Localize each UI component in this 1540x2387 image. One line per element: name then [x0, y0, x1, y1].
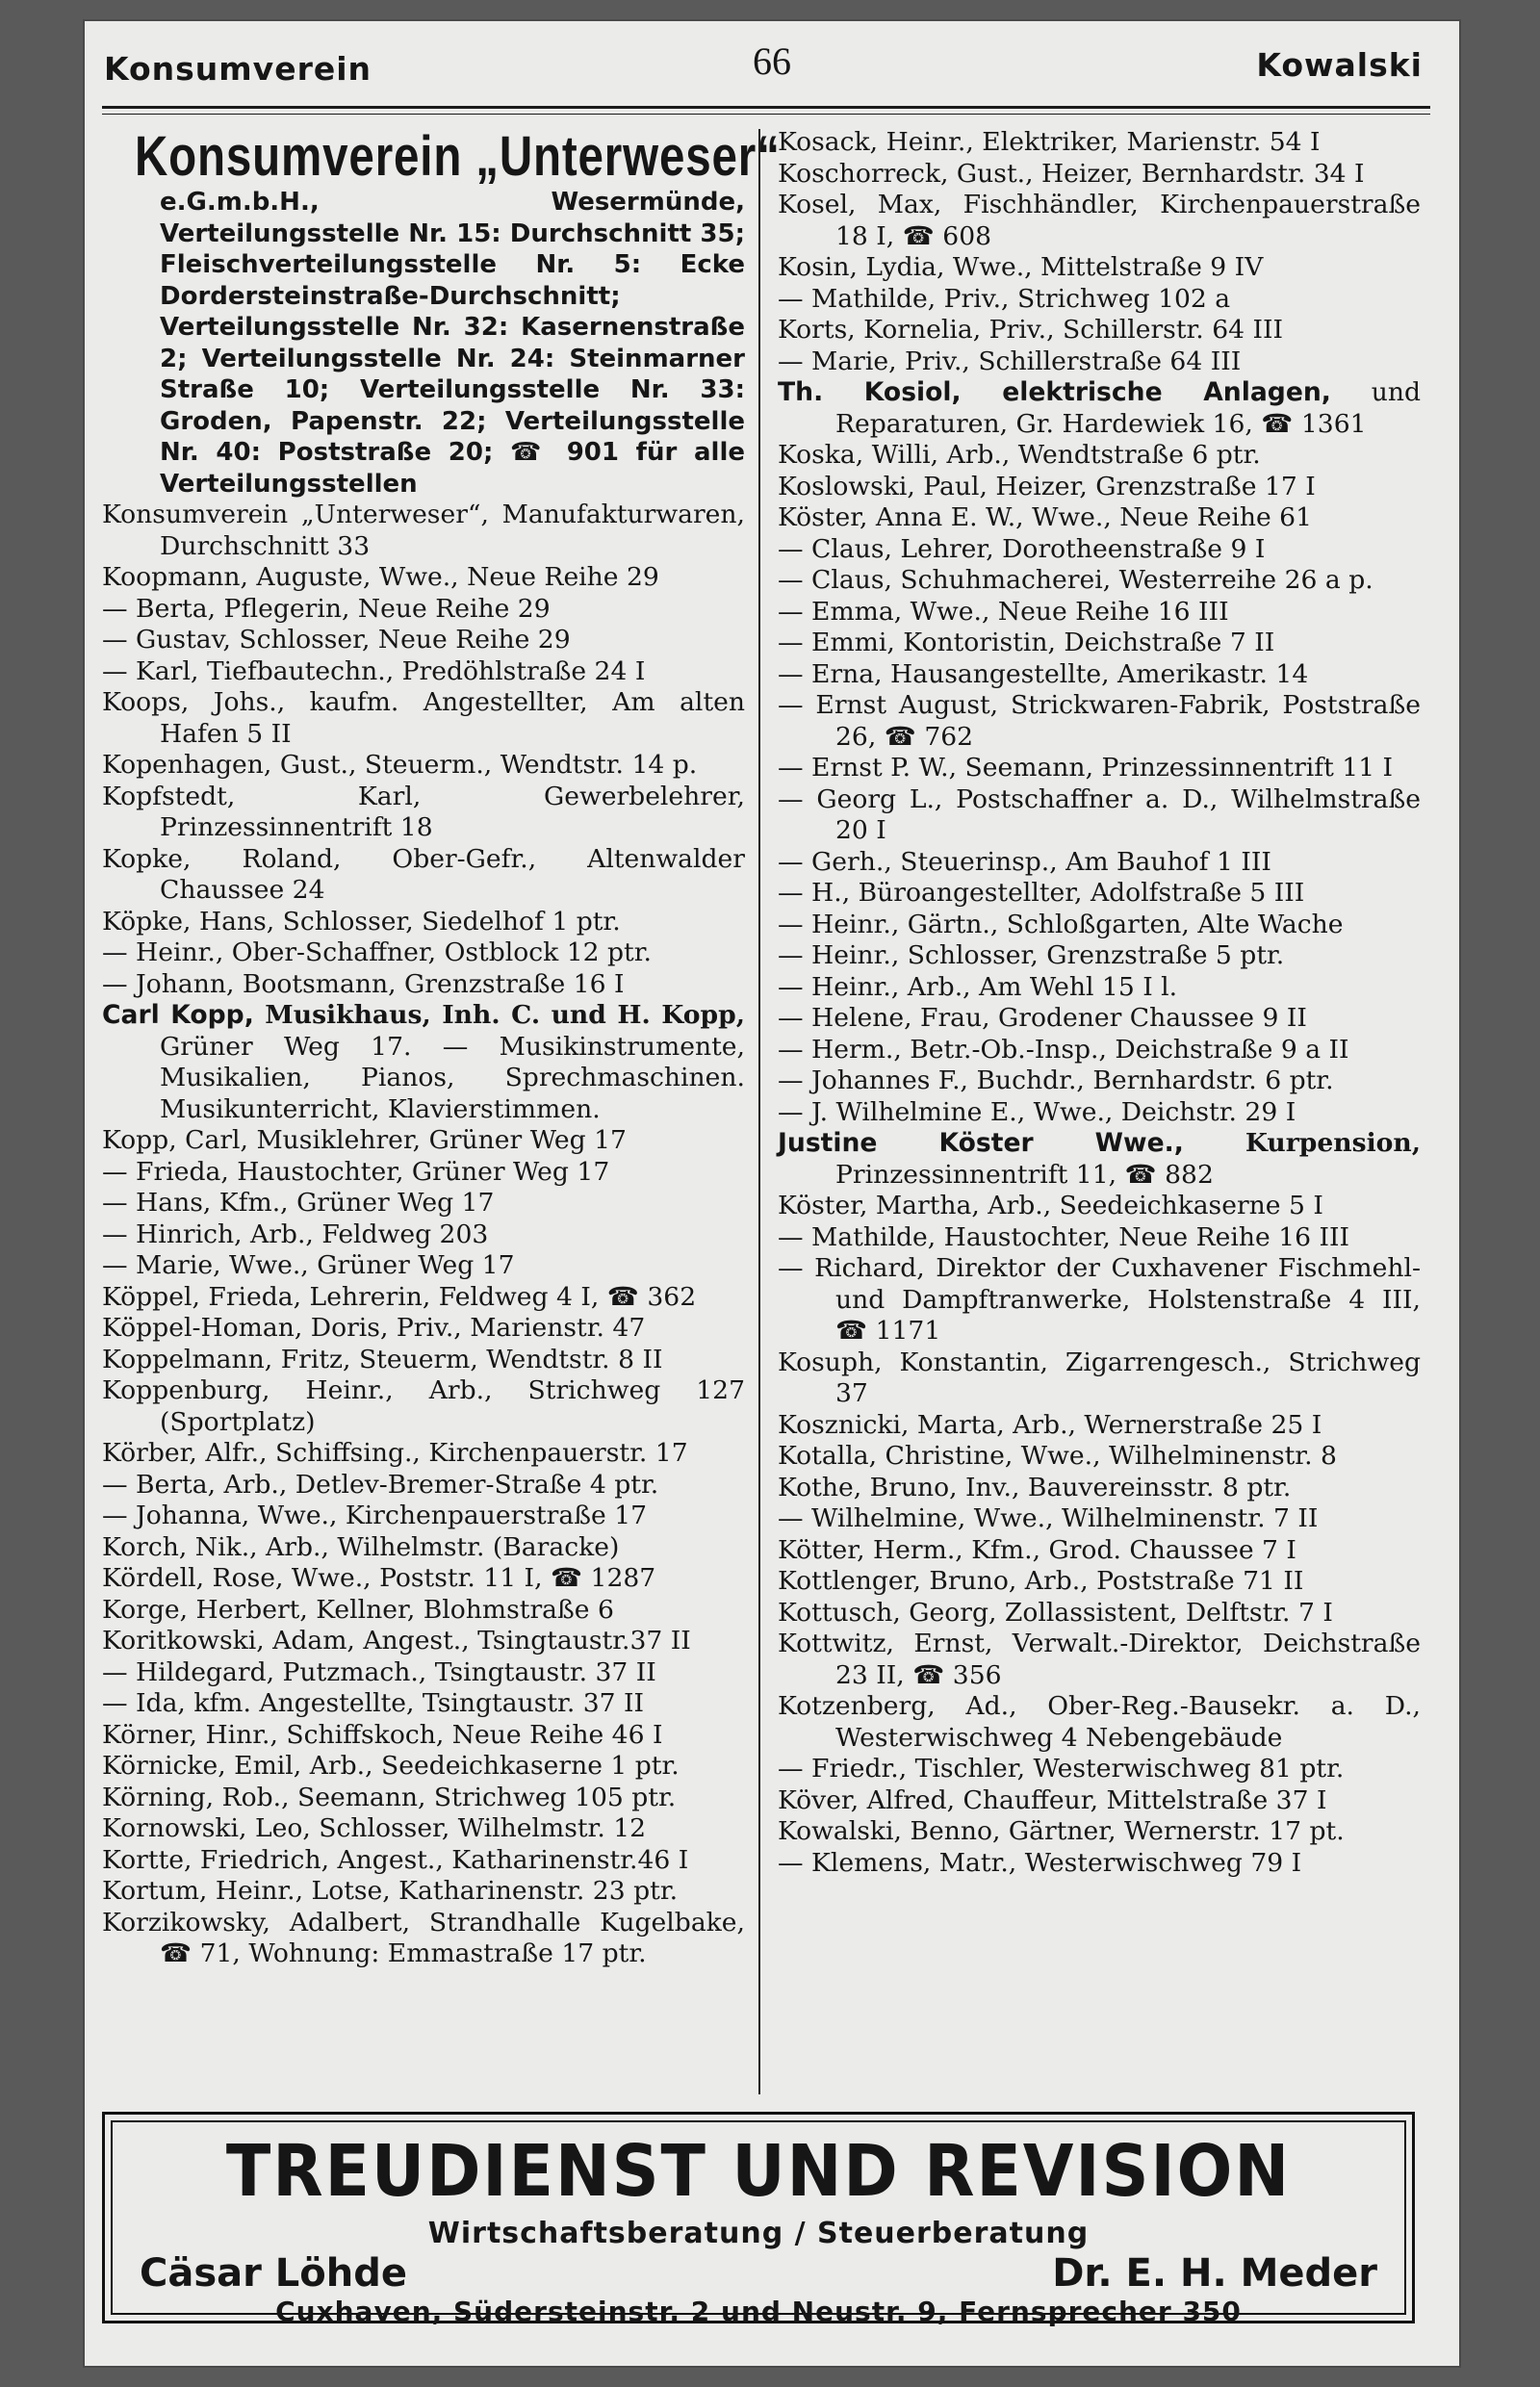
directory-entry: Korch, Nik., Arb., Wilhelmstr. (Baracke) [102, 1531, 620, 1562]
directory-entry: — Heinr., Schlosser, Grenzstraße 5 ptr. [778, 940, 1285, 970]
directory-entry: — Georg L., Postschaffner a. D., Wilhelmstraße 20 I [778, 783, 1421, 845]
ad-address: Cuxhaven, Südersteinstr. 2 und Neustr. 9, Fernsprecher 350 [275, 2296, 1242, 2327]
directory-entry: — Gustav, Schlosser, Neue Reihe 29 [102, 625, 571, 654]
directory-entry: — Johann, Bootsmann, Grenzstraße 16 I [102, 968, 625, 999]
directory-entry: — Mathilde, Haustochter, Neue Reihe 16 III [778, 1221, 1350, 1252]
directory-entry: — Gerh., Steuerinsp., Am Bauhof 1 III [778, 846, 1271, 877]
directory-entry: Kowalski, Benno, Gärtner, Wernerstr. 17 pt. [778, 1816, 1345, 1846]
column-divider [758, 129, 760, 2094]
directory-entry: Kottusch, Georg, Zollassistent, Delftstr. 7 I [778, 1597, 1333, 1628]
directory-entry [778, 377, 1422, 440]
directory-entry [102, 1000, 745, 1125]
directory-entry: Korts, Kornelia, Priv., Schillerstr. 64 III [778, 315, 1284, 345]
directory-entry: Kopke, Roland, Ober-Gefr., Altenwalder Chaussee 24 [102, 843, 745, 905]
directory-entry: — Claus, Schuhmacherei, Westerreihe 26 a p. [778, 565, 1373, 595]
directory-entry: Köpke, Hans, Schlosser, Siedelhof 1 ptr. [102, 906, 621, 937]
directory-entry: Kortum, Heinr., Lotse, Katharinenstr. 23 ptr. [102, 1876, 679, 1906]
directory-entry: Kothe, Bruno, Inv., Bauvereinsstr. 8 ptr. [778, 1472, 1292, 1502]
directory-entry: — Ernst August, Strickwaren-Fabrik, Poststraße 26, ☎ 762 [778, 690, 1421, 752]
directory-entry: — Emma, Wwe., Neue Reihe 16 III [778, 596, 1229, 627]
directory-entry: Koritkowski, Adam, Angest., Tsingtaustr.37 II [102, 1626, 691, 1656]
advertisement-inner-border [111, 2120, 1406, 2327]
page-header [85, 35, 1459, 102]
directory-entry: Koppenburg, Heinr., Arb., Strichweg 127 (Sportplatz) [102, 1375, 745, 1437]
entry-text: und Reparaturen, Gr. Hardewiek 16, ☎ 1361 [835, 377, 1422, 439]
directory-entry: Kötter, Herm., Kfm., Grod. Chaussee 7 I [778, 1534, 1296, 1565]
directory-entry: — Friedr., Tischler, Westerwischweg 81 ptr. [778, 1754, 1345, 1784]
directory-entry: — Helene, Frau, Grodener Chaussee 9 II [778, 1003, 1307, 1033]
ad-name-right: Dr. E. H. Meder [1052, 2251, 1377, 2296]
entry-highlight: Th. Kosiol, elektrische Anlagen, [778, 377, 1331, 407]
directory-entry: Kornowski, Leo, Schlosser, Wilhelmstr. 12 [102, 1813, 647, 1843]
directory-entry: Kördell, Rose, Wwe., Poststr. 11 I, ☎ 1287 [102, 1563, 656, 1593]
directory-entry: — J. Wilhelmine E., Wwe., Deichstr. 29 I [778, 1096, 1296, 1127]
ad-headline: TREUDIENST UND REVISION [225, 2130, 1292, 2213]
directory-entry: — Berta, Arb., Detlev-Bremer-Straße 4 ptr. [102, 1469, 659, 1500]
directory-entry: — Richard, Direktor der Cuxhavener Fischmehl- und Dampftranwerke, Holstenstraße 4 III, ☎ 1171 [778, 1253, 1421, 1346]
directory-entry: Kosin, Lydia, Wwe., Mittelstraße 9 IV [778, 252, 1264, 282]
directory-entry: Kopenhagen, Gust., Steuerm., Wendtstr. 14 p. [102, 750, 698, 780]
entry-bold: Musikhaus, Inh. C. und H. Kopp, [253, 1000, 745, 1030]
directory-entry: Kosuph, Konstantin, Zigarrengesch., Strichweg 37 [778, 1347, 1421, 1408]
directory-entry: — Hinrich, Arb., Feldweg 203 [102, 1219, 489, 1249]
entry-text: Grüner Weg 17. — Musikinstrumente, Musikalien, Pianos, Sprechmaschinen. Musikunterricht, Klavierstimmen. [160, 1031, 745, 1124]
right-column [778, 127, 1421, 1879]
header-left-keyword: Konsumverein [104, 50, 372, 88]
directory-entry: Kopp, Carl, Musiklehrer, Grüner Weg 17 [102, 1125, 627, 1155]
directory-entry: — Ida, kfm. Angestellte, Tsingtaustr. 37 II [102, 1688, 645, 1718]
directory-entry: — Mathilde, Priv., Strichweg 102 a [778, 283, 1231, 314]
directory-entry: Kotalla, Christine, Wwe., Wilhelminenstr. 8 [778, 1441, 1337, 1471]
page-number: 66 [753, 39, 791, 83]
directory-entry: — Heinr., Arb., Am Wehl 15 I l. [778, 971, 1178, 1002]
directory-entry: — Frieda, Haustochter, Grüner Weg 17 [102, 1156, 610, 1187]
directory-entry: Korge, Herbert, Kellner, Blohmstraße 6 [102, 1594, 614, 1625]
directory-page [85, 21, 1459, 2366]
directory-entry: — Wilhelmine, Wwe., Wilhelminenstr. 7 II [778, 1503, 1319, 1533]
directory-entry: — Heinr., Ober-Schaffner, Ostblock 12 ptr. [102, 937, 652, 967]
directory-entry: — Heinr., Gärtn., Schloßgarten, Alte Wache [778, 909, 1344, 939]
directory-entry: — Marie, Wwe., Grüner Weg 17 [102, 1250, 515, 1280]
directory-entry: Kortte, Friedrich, Angest., Katharinenstr.46 I [102, 1844, 689, 1875]
left-column [102, 125, 781, 1970]
main-heading: Konsumverein „Unterweser“ [135, 125, 781, 188]
directory-entry: — Hildegard, Putzmach., Tsingtaustr. 37 II [102, 1656, 656, 1687]
directory-entry: Köster, Anna E. W., Wwe., Neue Reihe 61 [778, 502, 1313, 532]
directory-entry: — Emmi, Kontoristin, Deichstraße 7 II [778, 628, 1275, 657]
directory-entry: Kopfstedt, Karl, Gewerbelehrer, Prinzessinnentrift 18 [102, 781, 745, 842]
directory-entry: Koska, Willi, Arb., Wendtstraße 6 ptr. [778, 440, 1261, 470]
header-right-keyword: Kowalski [1256, 46, 1423, 84]
entry-bold: Kurpension, [1183, 1128, 1421, 1158]
header-rule [102, 106, 1430, 109]
directory-entry: — Johannes F., Buchdr., Bernhardstr. 6 ptr. [778, 1065, 1334, 1095]
directory-entry: — Herm., Betr.-Ob.-Insp., Deichstraße 9 a II [778, 1034, 1349, 1065]
directory-entry: — Ernst P. W., Seemann, Prinzessinnentrift 11 I [778, 753, 1394, 783]
header-rule-thin [102, 114, 1430, 115]
directory-entry: Körnicke, Emil, Arb., Seedeichkaserne 1 ptr. [102, 1751, 680, 1781]
directory-entry: Kotzenberg, Ad., Ober-Reg.-Bausekr. a. D., Westerwischweg 4 Nebengebäude [778, 1691, 1421, 1753]
directory-entry: Koopmann, Auguste, Wwe., Neue Reihe 29 [102, 562, 659, 592]
directory-entry: Konsumverein „Unterweser“, Manufakturwaren, Durchschnitt 33 [102, 500, 745, 561]
advertisement [102, 2112, 1415, 2327]
entry-highlight: Justine Köster Wwe., [778, 1128, 1184, 1158]
entry-highlight: Carl Kopp, [102, 1000, 254, 1030]
ad-name-left: Cäsar Löhde [140, 2251, 408, 2296]
directory-entry: Koslowski, Paul, Heizer, Grenzstraße 17 I [778, 471, 1316, 501]
directory-entry: — Berta, Pflegerin, Neue Reihe 29 [102, 593, 551, 624]
directory-entry: Koppelmann, Fritz, Steuerm, Wendtstr. 8 II [102, 1344, 663, 1374]
directory-entry: Koschorreck, Gust., Heizer, Bernhardstr. 34 I [778, 158, 1365, 189]
directory-entry: Kottwitz, Ernst, Verwalt.-Direktor, Deichstraße 23 II, ☎ 356 [778, 1629, 1421, 1690]
directory-entry: Köver, Alfred, Chauffeur, Mittelstraße 37 I [778, 1784, 1327, 1815]
directory-entry: Köster, Martha, Arb., Seedeichkaserne 5 I [778, 1191, 1323, 1220]
directory-entry: — Karl, Tiefbautechn., Predöhlstraße 24 I [102, 655, 646, 686]
directory-entry: Kottlenger, Bruno, Arb., Poststraße 71 II [778, 1566, 1304, 1596]
ad-subtitle: Wirtschaftsberatung / Steuerberatung [427, 2217, 1090, 2250]
heading-body: e.G.m.b.H., Wesermünde, Verteilungsstelle Nr. 15: Durchschnitt 35; Fleischverteilungsstelle Nr. 5: Ecke Dordersteinstraße-Durchschnitt; Verteilungsstelle Nr. 32: Kasernenstraße 2; Verteilungsstelle Nr. 24: Steinmarner Straße 10; Verteilungsstelle Nr. 33: Groden, Papenstr. 22; Verteilungsstelle Nr. 40: Poststraße 20; ☎ 901 für alle Verteilungsstellen [160, 188, 745, 499]
directory-entry: Körber, Alfr., Schiffsing., Kirchenpauerstr. 17 [102, 1438, 688, 1468]
directory-entry: — Hans, Kfm., Grüner Weg 17 [102, 1188, 495, 1218]
directory-entry: Köppel-Homan, Doris, Priv., Marienstr. 47 [102, 1313, 646, 1343]
directory-entry: — H., Büroangestellter, Adolfstraße 5 III [778, 878, 1305, 908]
directory-entry: Kosack, Heinr., Elektriker, Marienstr. 54 I [778, 127, 1321, 157]
directory-entry: — Klemens, Matr., Westerwischweg 79 I [778, 1847, 1302, 1878]
directory-entry: — Claus, Lehrer, Dorotheenstraße 9 I [778, 533, 1266, 564]
directory-entry: Koops, Johs., kaufm. Angestellter, Am alten Hafen 5 II [102, 687, 745, 749]
directory-entry [778, 1128, 1421, 1191]
directory-entry: Körning, Rob., Seemann, Strichweg 105 ptr. [102, 1782, 677, 1812]
directory-entry: Kosznicki, Marta, Arb., Wernerstraße 25 I [778, 1409, 1322, 1440]
directory-entry: — Johanna, Wwe., Kirchenpauerstraße 17 [102, 1501, 648, 1530]
directory-entry: Korzikowsky, Adalbert, Strandhalle Kugelbake, ☎ 71, Wohnung: Emmastraße 17 ptr. [102, 1907, 745, 1968]
directory-entry: Körner, Hinr., Schiffskoch, Neue Reihe 46 I [102, 1719, 663, 1750]
directory-entry: Köppel, Frieda, Lehrerin, Feldweg 4 I, ☎ 362 [102, 1281, 697, 1312]
directory-entry: — Erna, Hausangestellte, Amerikastr. 14 [778, 658, 1309, 689]
directory-entry: — Marie, Priv., Schillerstraße 64 III [778, 346, 1242, 376]
directory-entry: Kosel, Max, Fischhändler, Kirchenpauerstraße 18 I, ☎ 608 [778, 190, 1421, 251]
entry-text: Prinzessinnentrift 11, ☎ 882 [835, 1159, 1214, 1190]
